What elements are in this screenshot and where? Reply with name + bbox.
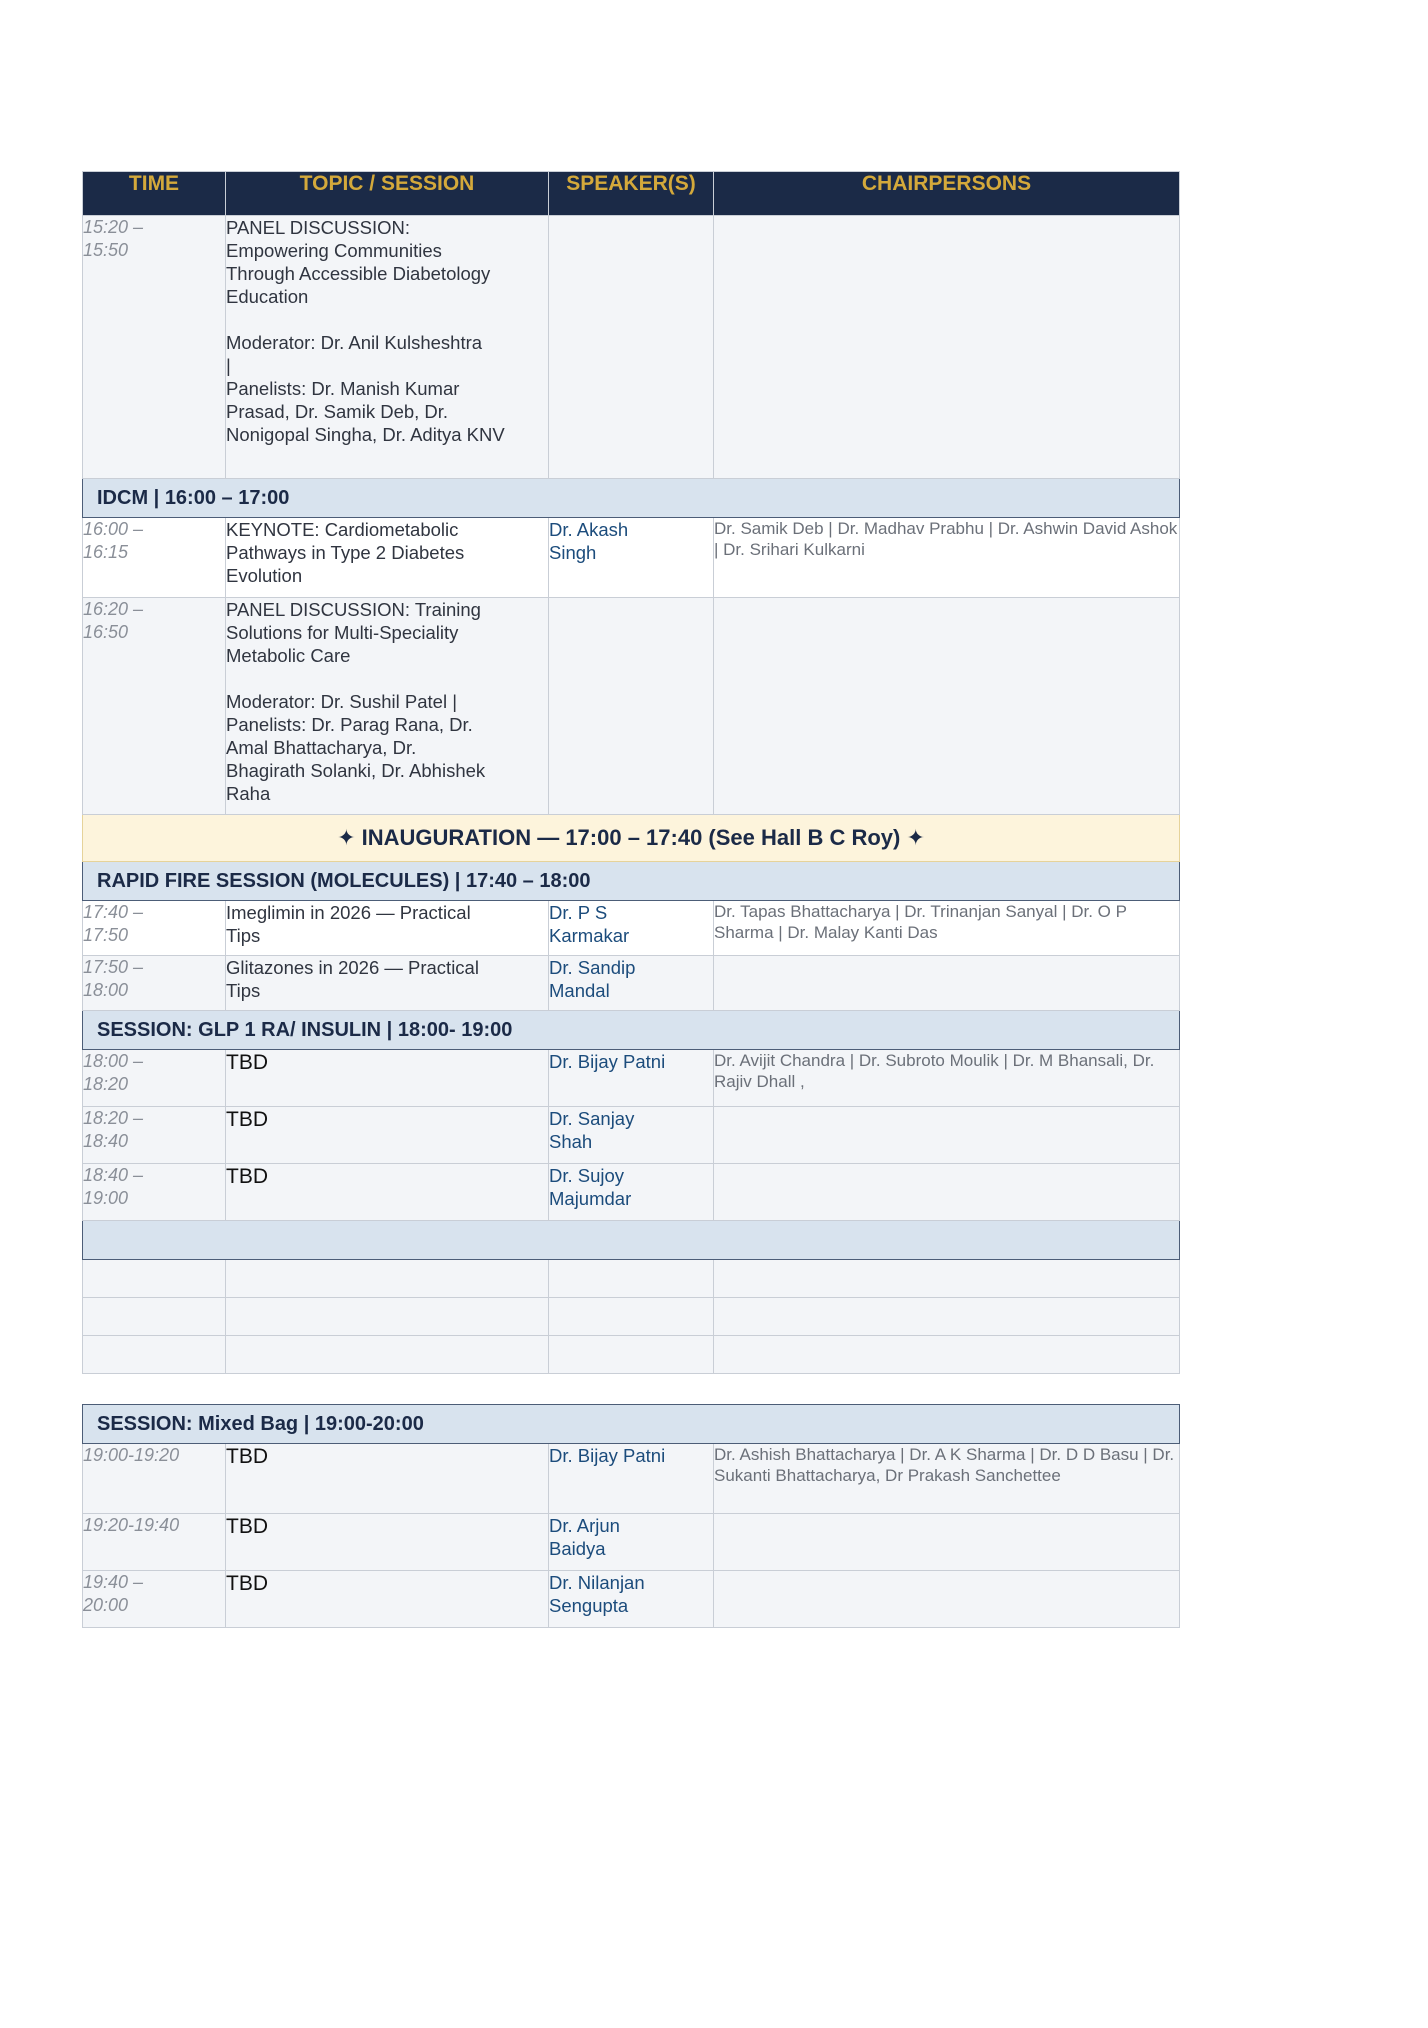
session-title — [83, 1221, 1180, 1260]
header-time: TIME — [83, 172, 226, 216]
table-row — [83, 1571, 1180, 1628]
speaker-cell: Dr. Bijay Patni — [549, 1444, 714, 1514]
table-row — [83, 1514, 1180, 1571]
topic-cell: KEYNOTE: Cardiometabolic Pathways in Type 2 Diabetes Evolution — [226, 518, 549, 598]
time-cell: 18:20 – 18:40 — [83, 1107, 226, 1164]
empty-row — [83, 1260, 1180, 1298]
table-row — [83, 1107, 1180, 1164]
table-row — [83, 1444, 1180, 1514]
empty-row — [83, 1298, 1180, 1336]
chairpersons-cell: Dr. Ashish Bhattacharya | Dr. A K Sharma | Dr. D D Basu | Dr. Sukanti Bhattacharya, Dr Prakash Sanchettee — [714, 1444, 1180, 1514]
table-row — [83, 901, 1180, 956]
time-cell: 16:20 – 16:50 — [83, 598, 226, 815]
time-cell: 17:50 – 18:00 — [83, 956, 226, 1011]
time-cell: 18:40 – 19:00 — [83, 1164, 226, 1221]
table-header — [83, 172, 1180, 216]
topic-cell: TBD — [226, 1107, 549, 1164]
topic-cell: TBD — [226, 1050, 549, 1107]
chairpersons-cell: Dr. Samik Deb | Dr. Madhav Prabhu | Dr. Ashwin David Ashok | Dr. Srihari Kulkarni — [714, 518, 1180, 598]
session-title: IDCM | 16:00 – 17:00 — [83, 479, 1180, 518]
topic-cell: TBD — [226, 1164, 549, 1221]
time-cell: 17:40 – 17:50 — [83, 901, 226, 956]
speaker-cell: Dr. Nilanjan Sengupta — [549, 1571, 714, 1628]
speaker-cell: Dr. Sujoy Majumdar — [549, 1164, 714, 1221]
schedule-table — [82, 171, 1180, 1628]
session-header-empty — [83, 1221, 1180, 1260]
session-header-mixed-bag — [83, 1405, 1180, 1444]
header-chairpersons: CHAIRPERSONS — [714, 172, 1180, 216]
session-header-idcm — [83, 479, 1180, 518]
session-title: SESSION: GLP 1 RA/ INSULIN | 18:00- 19:00 — [83, 1011, 1180, 1050]
inauguration-text: ✦ INAUGURATION — 17:00 – 17:40 (See Hall B C Roy) ✦ — [83, 815, 1180, 862]
inauguration-banner — [83, 815, 1180, 862]
speaker-cell: Dr. Bijay Patni — [549, 1050, 714, 1107]
time-cell: 18:00 – 18:20 — [83, 1050, 226, 1107]
table-row — [83, 1050, 1180, 1107]
chairpersons-cell — [714, 956, 1180, 1011]
table-row — [83, 216, 1180, 479]
topic-cell: PANEL DISCUSSION: Empowering Communities Through Accessible Diabetology Education Moderator: Dr. Anil Kulsheshtra | Panelists: Dr. Manish Kumar Prasad, Dr. Samik Deb, Dr. Nonigopal Singha, Dr. Aditya KNV — [226, 216, 549, 479]
time-cell: 16:00 – 16:15 — [83, 518, 226, 598]
session-header-glp1-insulin — [83, 1011, 1180, 1050]
chairpersons-cell — [714, 1514, 1180, 1571]
topic-cell: Glitazones in 2026 — Practical Tips — [226, 956, 549, 1011]
table-row — [83, 518, 1180, 598]
spacer-row — [83, 1374, 1180, 1405]
chairpersons-cell: Dr. Avijit Chandra | Dr. Subroto Moulik | Dr. M Bhansali, Dr. Rajiv Dhall , — [714, 1050, 1180, 1107]
header-topic: TOPIC / SESSION — [226, 172, 549, 216]
empty-row — [83, 1336, 1180, 1374]
header-speaker: SPEAKER(S) — [549, 172, 714, 216]
speaker-cell: Dr. Arjun Baidya — [549, 1514, 714, 1571]
time-cell: 19:20-19:40 — [83, 1514, 226, 1571]
chairpersons-cell — [714, 216, 1180, 479]
speaker-cell: Dr. Sanjay Shah — [549, 1107, 714, 1164]
table-row — [83, 598, 1180, 815]
chairpersons-cell — [714, 1107, 1180, 1164]
topic-cell: TBD — [226, 1444, 549, 1514]
session-header-rapid-fire — [83, 862, 1180, 901]
time-cell: 15:20 – 15:50 — [83, 216, 226, 479]
speaker-cell — [549, 216, 714, 479]
chairpersons-cell — [714, 1164, 1180, 1221]
chairpersons-cell: Dr. Tapas Bhattacharya | Dr. Trinanjan Sanyal | Dr. O P Sharma | Dr. Malay Kanti Das — [714, 901, 1180, 956]
topic-cell: PANEL DISCUSSION: Training Solutions for Multi-Speciality Metabolic Care Moderator: Dr. Sushil Patel | Panelists: Dr. Parag Rana, Dr. Amal Bhattacharya, Dr. Bhagirath Solanki, Dr. Abhishek Raha — [226, 598, 549, 815]
time-cell: 19:40 – 20:00 — [83, 1571, 226, 1628]
chairpersons-cell — [714, 1571, 1180, 1628]
topic-cell: TBD — [226, 1514, 549, 1571]
speaker-cell: Dr. P S Karmakar — [549, 901, 714, 956]
speaker-cell: Dr. Akash Singh — [549, 518, 714, 598]
session-title: RAPID FIRE SESSION (MOLECULES) | 17:40 – 18:00 — [83, 862, 1180, 901]
topic-cell: Imeglimin in 2026 — Practical Tips — [226, 901, 549, 956]
speaker-cell — [549, 598, 714, 815]
table-row — [83, 1164, 1180, 1221]
session-title: SESSION: Mixed Bag | 19:00-20:00 — [83, 1405, 1180, 1444]
topic-cell: TBD — [226, 1571, 549, 1628]
chairpersons-cell — [714, 598, 1180, 815]
speaker-cell: Dr. Sandip Mandal — [549, 956, 714, 1011]
time-cell: 19:00-19:20 — [83, 1444, 226, 1514]
table-row — [83, 956, 1180, 1011]
